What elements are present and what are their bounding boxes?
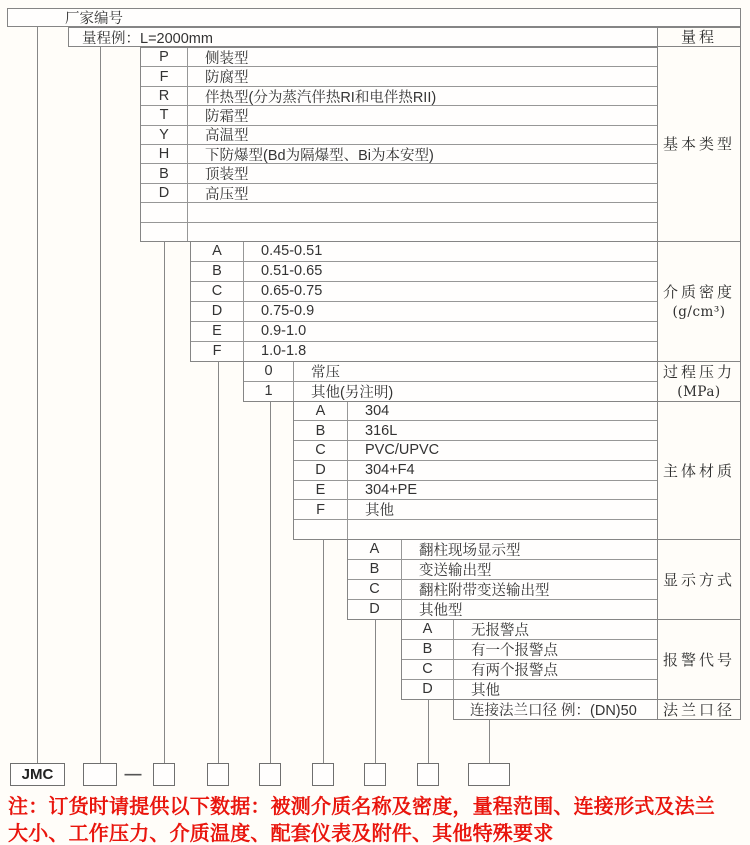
- desc-cell: 伴热型(分为蒸汽伴热RI和电伴热RII): [205, 89, 437, 106]
- code-cell: [294, 520, 348, 539]
- table-row: [141, 223, 657, 241]
- model-code-box-range: [83, 763, 117, 786]
- model-code-box-process-pressure: [259, 763, 281, 786]
- model-code-box-display-mode: [364, 763, 386, 786]
- code-cell: C: [348, 580, 402, 599]
- code-cell: [141, 223, 188, 241]
- desc-cell: 其他型: [419, 602, 463, 619]
- table-row: [402, 680, 657, 699]
- code-cell: D: [294, 461, 348, 480]
- desc-cell: 翻柱现场显示型: [419, 542, 521, 559]
- connector-line-factory: [37, 26, 38, 764]
- table-row: [191, 242, 657, 262]
- code-cell: 0: [244, 362, 294, 381]
- desc-cell: 0.51-0.65: [261, 263, 323, 280]
- category-label-unit: (MPa): [677, 383, 721, 400]
- connector-line-body-material: [323, 539, 324, 764]
- table-row: [294, 441, 657, 461]
- category-label-medium-density: [658, 242, 741, 362]
- table-row: [294, 520, 657, 539]
- desc-cell: [188, 223, 657, 241]
- category-label-process-pressure: [658, 362, 741, 402]
- category-label-text: 介质密度: [662, 282, 735, 301]
- category-label-text: 基本类型: [662, 135, 735, 153]
- table-row: [141, 67, 657, 86]
- code-cell: Y: [141, 126, 188, 144]
- desc-cell: 下防爆型(Bd为隔爆型、Bi为本安型): [205, 147, 434, 164]
- category-label-alarm-code: [658, 620, 741, 700]
- section-basic-type: [140, 47, 658, 242]
- code-cell: C: [191, 282, 244, 301]
- connector-line-basic-type: [164, 241, 165, 764]
- table-row: [294, 421, 657, 441]
- code-cell: F: [191, 342, 244, 361]
- code-cell: D: [191, 302, 244, 321]
- desc-cell: 常压: [311, 364, 340, 381]
- table-row: [294, 461, 657, 481]
- desc-cell: 1.0-1.8: [261, 343, 307, 360]
- table-row: [141, 48, 657, 67]
- desc-cell: PVC/UPVC: [365, 442, 440, 459]
- dash-separator: [121, 764, 145, 784]
- code-cell: B: [141, 164, 188, 182]
- table-row: [244, 362, 657, 382]
- connector-line-range: [100, 46, 101, 764]
- desc-cell: 304+PE: [365, 482, 418, 499]
- table-row: [141, 87, 657, 106]
- desc-cell: [188, 203, 657, 221]
- code-cell: A: [348, 540, 402, 559]
- table-row: [348, 600, 657, 619]
- category-label-text: 过程压力: [662, 362, 735, 381]
- model-code-box-alarm-code: [417, 763, 439, 786]
- connector-line-flange-size: [489, 719, 490, 764]
- ordering-note-line1: 注：订货时请提供以下数据：被测介质名称及密度，量程范围、连接形式及法兰: [8, 796, 715, 818]
- code-cell: D: [141, 184, 188, 202]
- connector-line-display-mode: [375, 619, 376, 764]
- section-alarm-code: [401, 619, 658, 701]
- table-row: [141, 203, 657, 222]
- desc-cell: 翻柱附带变送输出型: [419, 582, 550, 599]
- model-code-box-body-material: [312, 763, 334, 786]
- range-example-row: [68, 27, 658, 47]
- section-process-pressure: [243, 361, 658, 403]
- code-cell: A: [294, 402, 348, 421]
- code-cell: C: [294, 441, 348, 460]
- table-row: [191, 322, 657, 342]
- category-label-flange-size: [658, 700, 741, 720]
- table-row: [294, 402, 657, 422]
- desc-cell: 防腐型: [205, 70, 249, 86]
- table-row: [348, 580, 657, 600]
- ordering-note: [8, 794, 745, 845]
- code-cell: 1: [244, 382, 294, 401]
- category-label-body-material: [658, 402, 741, 540]
- desc-cell: [348, 520, 657, 539]
- factory-code-label: 厂家编号: [65, 11, 123, 27]
- range-example-text: 量程例：L=2000mm: [82, 30, 213, 47]
- connector-line-medium-density: [218, 361, 219, 764]
- code-cell: F: [294, 500, 348, 519]
- code-cell: B: [191, 262, 244, 281]
- desc-cell: 其他: [471, 682, 500, 699]
- table-row: [141, 145, 657, 164]
- table-row: [348, 540, 657, 560]
- model-code-box-flange-size: [468, 763, 510, 786]
- table-row: [402, 640, 657, 660]
- flange-size-text: 连接法兰口径 例：(DN)50: [470, 702, 637, 719]
- table-row: [191, 262, 657, 282]
- table-row: [141, 184, 657, 203]
- desc-cell: 变送输出型: [419, 562, 492, 579]
- code-cell: [141, 203, 188, 221]
- table-row: [294, 500, 657, 520]
- desc-cell: 304+F4: [365, 462, 415, 479]
- desc-cell: 其他: [365, 503, 394, 520]
- desc-cell: 高压型: [205, 186, 249, 203]
- code-cell: P: [141, 48, 188, 66]
- code-cell: C: [402, 660, 454, 679]
- table-row: [191, 302, 657, 322]
- category-label-range: [658, 27, 741, 47]
- ordering-note-line2: 大小、工作压力、介质温度、配套仪表及附件、其他特殊要求: [8, 822, 554, 845]
- connector-line-process-pressure: [270, 401, 271, 764]
- connector-line-alarm-code: [428, 699, 429, 764]
- code-cell: D: [402, 680, 454, 699]
- table-row: [191, 342, 657, 361]
- table-row: [141, 106, 657, 125]
- desc-cell: 0.9-1.0: [261, 323, 307, 340]
- code-cell: D: [348, 600, 402, 619]
- code-cell: B: [294, 421, 348, 440]
- category-label-text: 量程: [680, 28, 717, 46]
- model-prefix-box: [10, 763, 65, 786]
- desc-cell: 0.75-0.9: [261, 303, 315, 320]
- table-row: [141, 126, 657, 145]
- category-label-text: 显示方式: [662, 570, 735, 589]
- code-cell: T: [141, 106, 188, 124]
- desc-cell: 0.65-0.75: [261, 283, 323, 300]
- category-label-basic-type: [658, 47, 741, 242]
- desc-cell: 有两个报警点: [471, 662, 558, 679]
- desc-cell: 高温型: [205, 128, 249, 145]
- model-code-box-basic-type: [153, 763, 175, 786]
- desc-cell: 防霜型: [205, 108, 249, 125]
- dash-glyph: —: [124, 764, 142, 783]
- category-label-text: 报警代号: [662, 650, 735, 669]
- code-cell: H: [141, 145, 188, 163]
- desc-cell: 0.45-0.51: [261, 243, 323, 260]
- code-cell: B: [402, 640, 454, 659]
- table-row: [244, 382, 657, 401]
- desc-cell: 有一个报警点: [471, 642, 558, 659]
- category-label-text: 主体材质: [662, 461, 735, 480]
- category-label-text: 法兰口径: [662, 700, 735, 719]
- table-row: [402, 620, 657, 640]
- desc-cell: 其他(另注明): [311, 384, 394, 401]
- table-row: [402, 660, 657, 680]
- desc-cell: 304: [365, 402, 390, 419]
- code-cell: A: [191, 242, 244, 261]
- table-row: [141, 164, 657, 183]
- category-label-display-mode: [658, 540, 741, 620]
- table-row: [294, 481, 657, 501]
- category-label-unit: (g/cm³): [672, 303, 726, 320]
- factory-code-row: [7, 8, 741, 27]
- model-prefix-text: JMC: [21, 766, 54, 783]
- section-medium-density: [190, 241, 658, 363]
- table-row: [191, 282, 657, 302]
- desc-cell: 顶装型: [205, 167, 249, 183]
- section-display-mode: [347, 539, 658, 621]
- code-cell: A: [402, 620, 454, 639]
- table-row: [348, 560, 657, 580]
- section-body-material: [293, 401, 658, 541]
- flange-size-row: [453, 699, 658, 721]
- code-cell: E: [191, 322, 244, 341]
- model-code-box-medium-density: [207, 763, 229, 786]
- code-cell: R: [141, 87, 188, 105]
- code-cell: F: [141, 67, 188, 85]
- code-cell: E: [294, 481, 348, 500]
- desc-cell: 无报警点: [471, 622, 529, 639]
- desc-cell: 316L: [365, 422, 398, 439]
- desc-cell: 侧装型: [205, 50, 249, 67]
- code-cell: B: [348, 560, 402, 579]
